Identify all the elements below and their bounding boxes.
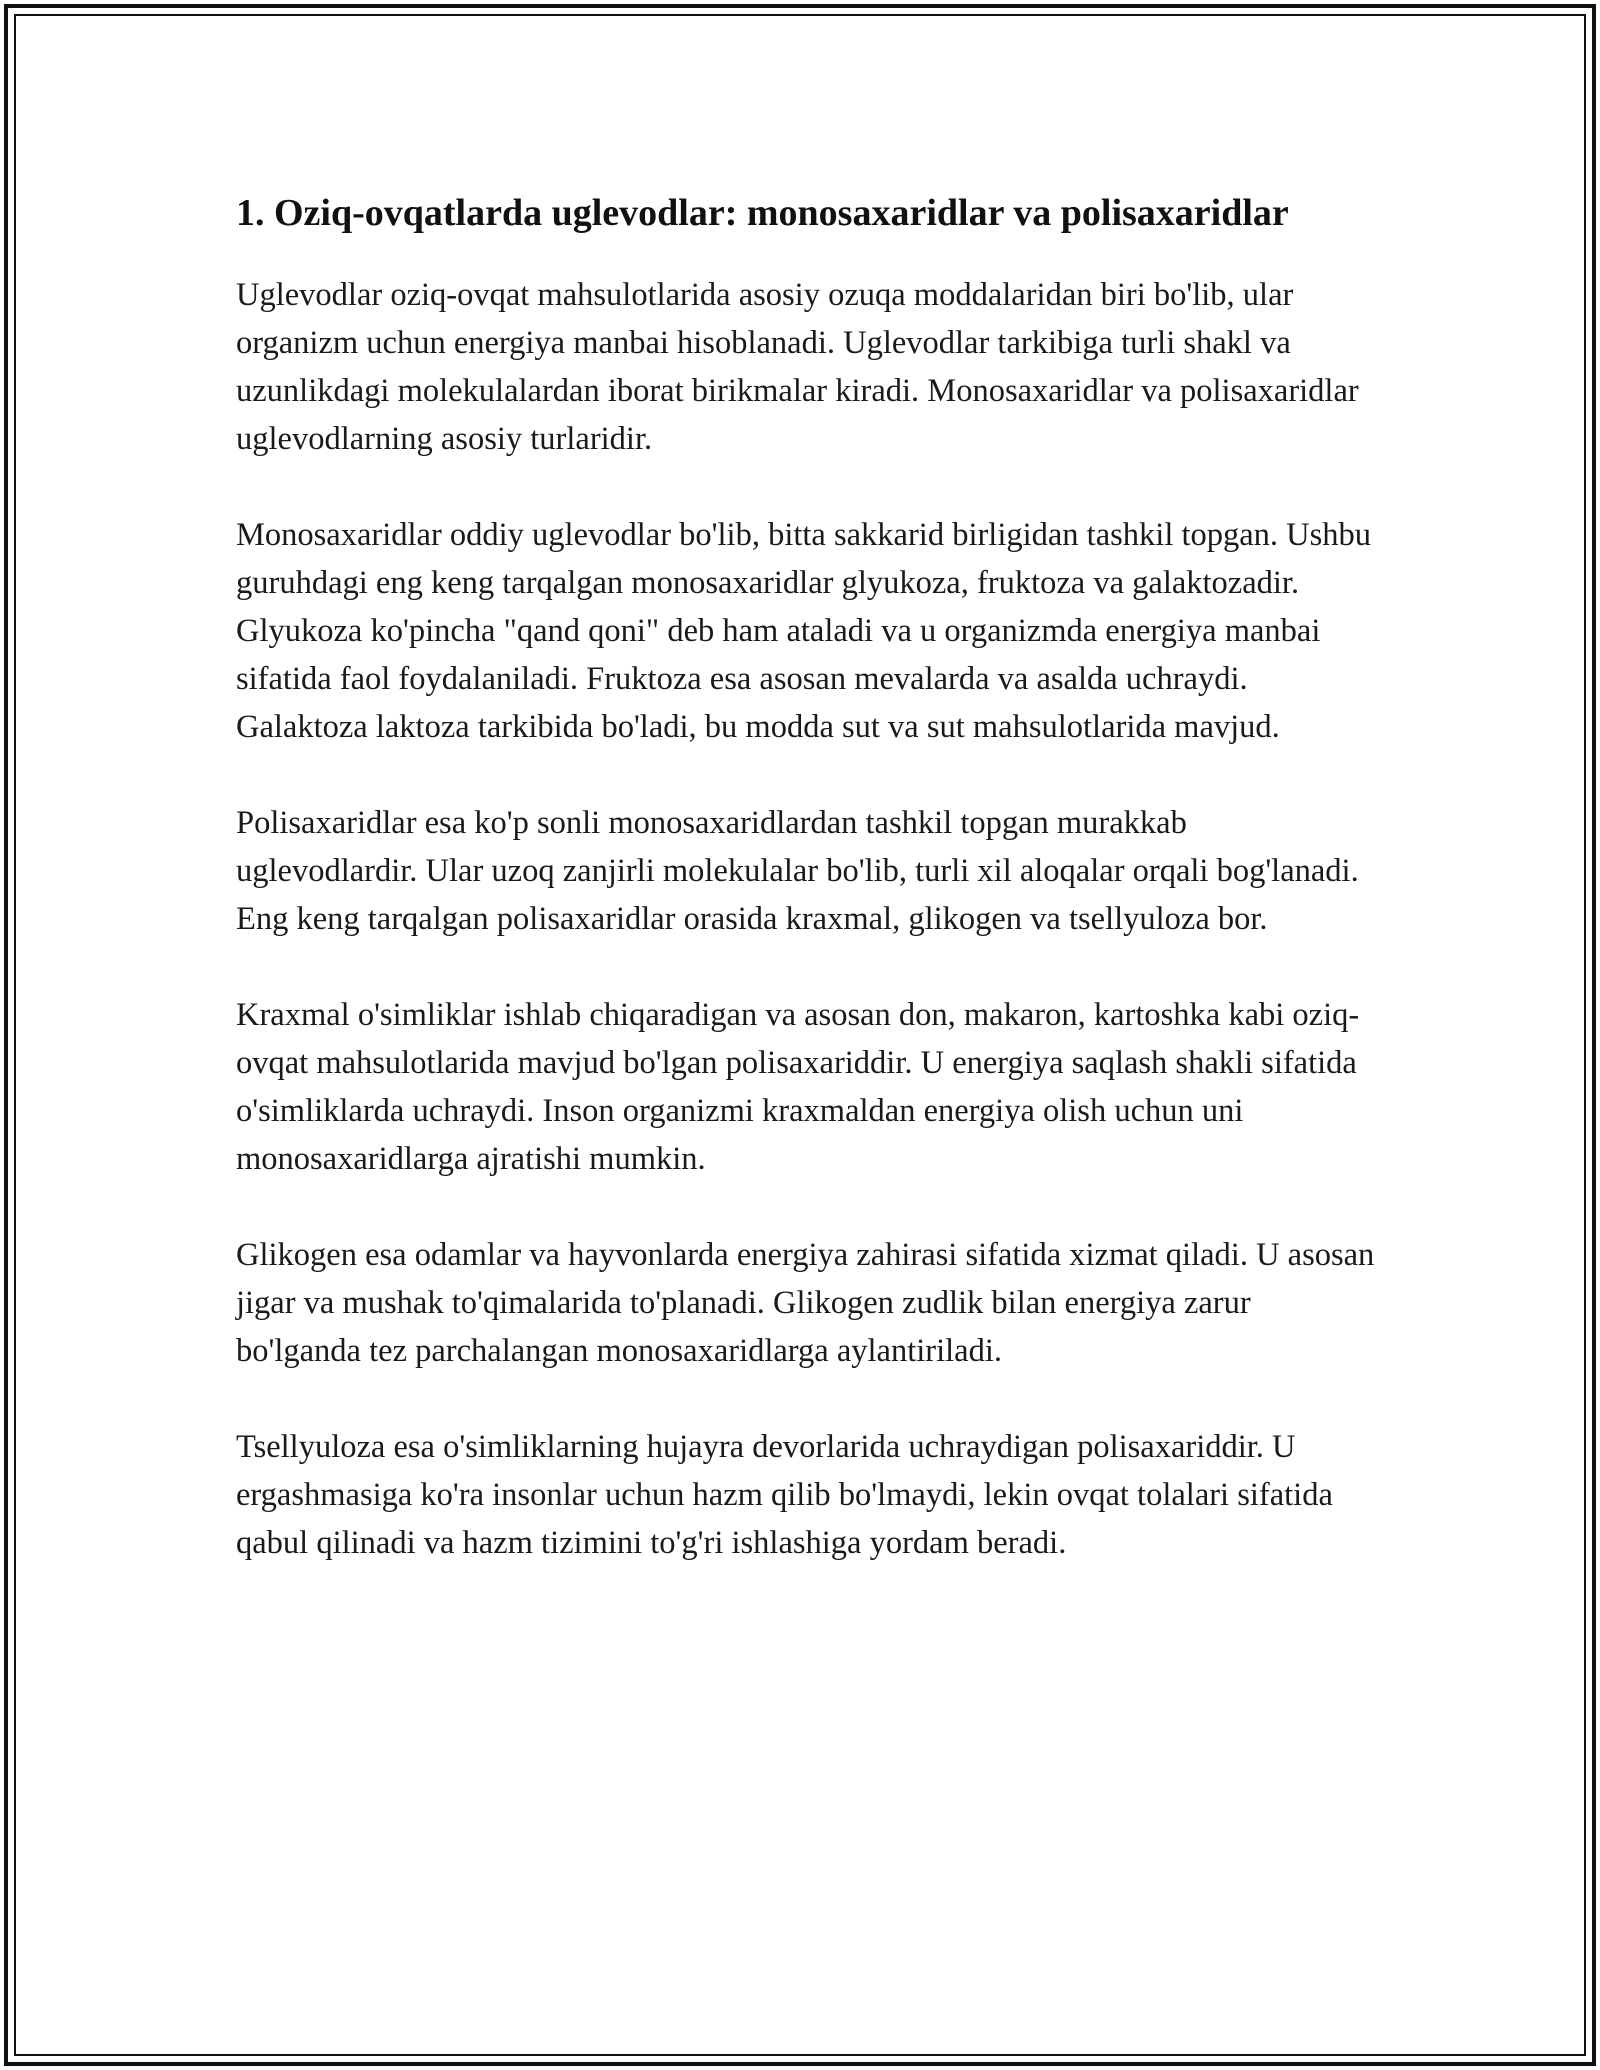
paragraph-polysaccharides: Polisaxaridlar esa ko'p sonli monosaxaridlardan tashkil topgan murakkab uglevodlardir. Ular uzoq zanjirli molekulalar bo'lib, turli xil aloqalar orqali bog'lanadi. Eng keng tarqalgan polisaxaridlar orasida kraxmal, glikogen va tsellyuloza bor. (236, 805, 1359, 937)
paragraph-cellulose: Tsellyuloza esa o'simliklarning hujayra devorlarida uchraydigan polisaxariddir. U ergashmasiga ko'ra insonlar uchun hazm qilib bo'lmaydi, lekin ovqat tolalari sifatida qabul qilinadi va hazm tizimini to'g'ri ishlashiga yordam beradi. (236, 1429, 1333, 1561)
paragraph-intro: Uglevodlar oziq-ovqat mahsulotlarida asosiy ozuqa moddalaridan biri bo'lib, ular organizm uchun energiya manbai hisoblanadi. Uglevodlar tarkibiga turli shakl va uzunlikdagi molekulalardan iborat birikmalar kiradi. Monosaxaridlar va polisaxaridlar uglevodlarning asosiy turlaridir. (236, 277, 1359, 457)
paragraph-monosaccharides: Monosaxaridlar oddiy uglevodlar bo'lib, bitta sakkarid birligidan tashkil topgan. Ushbu guruhdagi eng keng tarqalgan monosaxaridlar glyukoza, fruktoza va galaktozadir. Glyukoza ko'pincha "qand qoni" deb ham ataladi va u organizmda energiya manbai sifatida faol foydalaniladi. Fruktoza esa asosan mevalarda va asalda uchraydi. Galaktoza laktoza tarkibida bo'ladi, bu modda sut va sut mahsulotlarida mavjud. (236, 517, 1372, 745)
paragraph-starch: Kraxmal o'simliklar ishlab chiqaradigan va asosan don, makaron, kartoshka kabi oziq-ovqat mahsulotlarida mavjud bo'lgan polisaxariddir. U energiya saqlash shakli sifatida o'simliklarda uchraydi. Inson organizmi kraxmaldan energiya olish uchun uni monosaxaridlarga ajratishi mumkin. (236, 997, 1360, 1177)
paragraph-glycogen: Glikogen esa odamlar va hayvonlarda energiya zahirasi sifatida xizmat qiladi. U asosan jigar va mushak to'qimalarida to'planadi. Glikogen zudlik bilan energiya zarur bo'lganda tez parchalangan monosaxaridlarga aylantiriladi. (236, 1237, 1375, 1369)
section-title: 1. Oziq-ovqatlarda uglevodlar: monosaxaridlar va polisaxaridlar (236, 192, 1289, 234)
document-body (236, 186, 1376, 1615)
